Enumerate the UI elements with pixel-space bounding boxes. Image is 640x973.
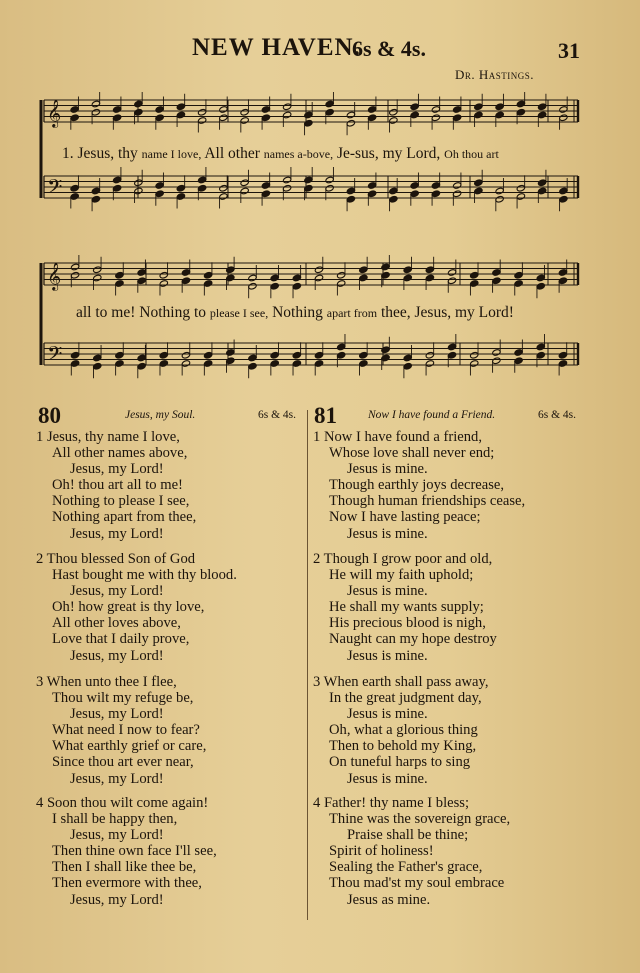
verse-line: All other names above,: [52, 445, 188, 462]
note-head: [410, 182, 419, 190]
verse-line: 2 Though I grow poor and old,: [313, 551, 493, 567]
note-head: [470, 280, 479, 288]
note-head: [537, 187, 546, 195]
note-head: [248, 282, 257, 290]
note-head: [474, 111, 483, 119]
lyrics-line-2: [76, 304, 514, 322]
hymn-81-stanza-1: [313, 429, 525, 542]
note-head: [359, 274, 368, 282]
hymn-meter-80: 6s & 4s.: [258, 409, 297, 421]
note-head: [314, 266, 323, 274]
note-head: [292, 351, 301, 359]
verse-line: Praise shall be thine;: [347, 827, 469, 844]
staff: [44, 262, 578, 291]
lyric-fragment: 1. Jesus, thy: [62, 145, 138, 162]
note-head: [248, 354, 257, 362]
note-head: [559, 106, 568, 114]
lyric-fragment: Nothing: [272, 304, 323, 321]
note-head: [403, 362, 412, 370]
note-head: [425, 274, 434, 282]
note-head: [367, 182, 376, 190]
note-head: [516, 193, 525, 201]
verse-line: Oh! how great is thy love,: [52, 599, 205, 616]
note-head: [304, 184, 313, 192]
note-group: [70, 167, 568, 211]
note-head: [410, 111, 419, 119]
note-head: [470, 351, 479, 359]
verse-line: 3 When earth shall pass away,: [313, 674, 489, 690]
note-head: [91, 187, 100, 195]
note-head: [134, 108, 143, 116]
verse-line: Jesus as mine.: [347, 891, 431, 908]
hymn-81-stanza-4: [313, 795, 510, 908]
note-head: [337, 351, 346, 359]
note-head: [176, 184, 185, 192]
composer-credit: Dr. Hastings.: [455, 67, 535, 82]
note-head: [159, 271, 168, 279]
note-head: [226, 266, 235, 274]
note-head: [304, 119, 313, 127]
note-head: [325, 108, 334, 116]
verse-line: Jesus, my Lord!: [70, 461, 164, 478]
note-head: [367, 114, 376, 122]
note-head: [314, 274, 323, 282]
note-head: [537, 111, 546, 119]
note-head: [447, 269, 456, 277]
verse-line: Then to behold my King,: [329, 738, 477, 755]
note-head: [514, 357, 523, 365]
verse-line: I shall be happy then,: [52, 811, 178, 828]
verse-line: Love that I daily prove,: [52, 631, 190, 648]
note-head: [514, 280, 523, 288]
note-head: [495, 195, 504, 203]
treble-clef-icon: 𝄞: [47, 99, 62, 127]
lyric-fragment: all to me! Nothing to: [76, 304, 207, 321]
note-head: [219, 106, 228, 114]
note-head: [261, 106, 270, 114]
note-head: [203, 360, 212, 368]
note-head: [112, 114, 121, 122]
note-head: [381, 271, 390, 279]
note-head: [70, 351, 79, 359]
hymn-80-stanza-4: [36, 795, 217, 908]
note-head: [447, 351, 456, 359]
note-head: [452, 190, 461, 198]
verse-line: Jesus is mine.: [347, 525, 428, 542]
note-head: [70, 184, 79, 192]
note-head: [346, 187, 355, 195]
hymn-title-81: Now I have found a Friend.: [368, 409, 496, 421]
note-head: [115, 280, 124, 288]
note-head: [203, 351, 212, 359]
verse-line: Now I have lasting peace;: [329, 509, 481, 526]
note-head: [176, 193, 185, 201]
note-head: [70, 114, 79, 122]
note-head: [137, 354, 146, 362]
note-head: [410, 190, 419, 198]
note-head: [492, 277, 501, 285]
note-head: [452, 114, 461, 122]
note-head: [226, 349, 235, 357]
note-head: [425, 360, 434, 368]
note-head: [314, 360, 323, 368]
verse-line: Sealing the Father's grace,: [329, 859, 483, 876]
verse-line: Spirit of holiness!: [329, 843, 434, 860]
note-head: [536, 274, 545, 282]
verse-line: Jesus, my Lord!: [70, 647, 164, 664]
note-head: [431, 114, 440, 122]
note-head: [452, 106, 461, 114]
verse-line: Thou wilt my refuge be,: [52, 690, 194, 707]
note-head: [155, 106, 164, 114]
note-head: [270, 351, 279, 359]
note-head: [381, 354, 390, 362]
note-head: [359, 351, 368, 359]
note-head: [155, 114, 164, 122]
note-head: [292, 360, 301, 368]
note-head: [346, 195, 355, 203]
verse-line: All other loves above,: [52, 615, 181, 632]
note-head: [112, 106, 121, 114]
note-head: [282, 111, 291, 119]
note-head: [381, 346, 390, 354]
note-head: [337, 280, 346, 288]
verse-line: Then evermore with thee,: [52, 875, 202, 892]
note-head: [431, 190, 440, 198]
lyric-fragment: please I see,: [209, 306, 269, 320]
note-head: [176, 111, 185, 119]
note-head: [197, 117, 206, 125]
note-head: [91, 100, 100, 108]
note-head: [558, 351, 567, 359]
verse-line: Whose love shall never end;: [329, 445, 495, 462]
verse-line: Then I shall like thee be,: [52, 859, 197, 876]
note-head: [337, 343, 346, 351]
note-head: [197, 184, 206, 192]
note-head: [474, 187, 483, 195]
note-head: [431, 106, 440, 114]
lyric-fragment: Je-sus, my Lord,: [336, 145, 441, 162]
hymn-80-stanza-2: [36, 551, 237, 664]
note-head: [292, 282, 301, 290]
note-head: [93, 362, 102, 370]
verse-line: 2 Thou blessed Son of God: [36, 551, 196, 567]
note-head: [240, 117, 249, 125]
column-divider: [307, 410, 308, 920]
hymn-number-80: 80: [38, 403, 61, 428]
note-head: [492, 357, 501, 365]
lyric-fragment: apart from: [326, 306, 378, 320]
note-head: [325, 176, 334, 184]
note-head: [359, 266, 368, 274]
note-head: [261, 182, 270, 190]
note-head: [155, 182, 164, 190]
note-head: [137, 269, 146, 277]
note-group: [70, 334, 567, 378]
note-head: [261, 114, 270, 122]
note-head: [270, 282, 279, 290]
note-head: [452, 182, 461, 190]
note-head: [93, 266, 102, 274]
note-group: [70, 255, 567, 298]
verse-line: 1 Jesus, thy name I love,: [36, 429, 180, 445]
note-head: [219, 193, 228, 201]
note-head: [304, 176, 313, 184]
verse-line: Nothing to please I see,: [52, 493, 190, 510]
note-head: [197, 108, 206, 116]
verse-line: He shall my wants supply;: [329, 599, 484, 616]
note-head: [219, 184, 228, 192]
note-head: [270, 274, 279, 282]
note-group: [70, 92, 568, 135]
hymn-80-stanza-3: [36, 674, 206, 787]
note-head: [115, 360, 124, 368]
note-head: [492, 269, 501, 277]
page-number: 31: [558, 38, 580, 63]
note-head: [495, 103, 504, 111]
note-head: [559, 187, 568, 195]
tune-title: NEW HAVEN.: [192, 34, 361, 61]
hymn-meter-81: 6s & 4s.: [538, 409, 577, 421]
note-head: [495, 111, 504, 119]
note-head: [359, 360, 368, 368]
lyrics-line-1: [62, 145, 499, 163]
note-head: [516, 108, 525, 116]
verse-line: 4 Father! thy name I bless;: [313, 795, 470, 811]
verse-line: Jesus, my Lord!: [70, 770, 164, 787]
note-head: [474, 179, 483, 187]
note-head: [536, 343, 545, 351]
note-head: [337, 271, 346, 279]
hymn-number-81: 81: [314, 403, 337, 428]
verse-line: Jesus is mine.: [347, 647, 428, 664]
note-head: [292, 274, 301, 282]
note-head: [403, 354, 412, 362]
note-head: [314, 351, 323, 359]
note-head: [536, 282, 545, 290]
note-head: [134, 100, 143, 108]
treble-clef-icon: 𝄞: [47, 262, 62, 290]
verse-line: In the great judgment day,: [329, 690, 482, 707]
note-head: [282, 184, 291, 192]
note-head: [115, 351, 124, 359]
hymn-81-stanza-3: [313, 674, 488, 787]
note-head: [282, 176, 291, 184]
lyric-fragment: thee, Jesus, my Lord!: [380, 304, 514, 321]
note-head: [70, 106, 79, 114]
note-head: [181, 360, 190, 368]
note-head: [474, 103, 483, 111]
note-head: [261, 190, 270, 198]
note-head: [389, 117, 398, 125]
note-head: [270, 360, 279, 368]
note-head: [558, 277, 567, 285]
note-head: [559, 195, 568, 203]
verse-line: Jesus is mine.: [347, 706, 428, 723]
verse-line: He will my faith uphold;: [329, 567, 474, 584]
hymn-title-80: Jesus, my Soul.: [125, 409, 196, 421]
verse-line: 4 Soon thou wilt come again!: [36, 795, 209, 811]
note-head: [226, 357, 235, 365]
note-head: [70, 193, 79, 201]
note-head: [197, 176, 206, 184]
note-head: [492, 349, 501, 357]
note-head: [248, 274, 257, 282]
note-head: [514, 349, 523, 357]
verse-line: Naught can my hope destroy: [329, 631, 497, 648]
note-head: [159, 280, 168, 288]
verse-line: Jesus, my Lord!: [70, 525, 164, 542]
note-head: [159, 360, 168, 368]
note-head: [137, 362, 146, 370]
note-head: [93, 354, 102, 362]
note-head: [559, 114, 568, 122]
note-head: [516, 100, 525, 108]
note-head: [558, 360, 567, 368]
note-head: [137, 277, 146, 285]
note-head: [403, 266, 412, 274]
bass-clef-icon: 𝄢: [47, 342, 63, 370]
verse-line: Thine was the sovereign grace,: [329, 811, 511, 828]
note-head: [558, 269, 567, 277]
note-head: [240, 108, 249, 116]
verse-line: Jesus, my Lord!: [70, 706, 164, 723]
note-head: [537, 179, 546, 187]
verse-line: Jesus is mine.: [347, 583, 428, 600]
note-head: [516, 184, 525, 192]
note-head: [240, 187, 249, 195]
verse-line: Oh, what a glorious thing: [329, 722, 478, 739]
hymn-81-stanza-2: [313, 551, 497, 664]
verse-line: On tuneful harps to sing: [329, 754, 471, 771]
lyric-fragment: Oh thou art: [444, 147, 499, 161]
note-head: [112, 184, 121, 192]
verse-line: What need I now to fear?: [52, 722, 200, 739]
note-head: [91, 108, 100, 116]
bass-clef-icon: 𝄢: [47, 175, 63, 203]
verse-line: Oh! thou art all to me!: [52, 477, 183, 494]
note-head: [176, 103, 185, 111]
verse-line: Since thou art ever near,: [52, 754, 194, 771]
verse-line: Jesus, my Lord!: [70, 891, 164, 908]
lyric-fragment: All other: [204, 145, 260, 162]
note-head: [181, 351, 190, 359]
note-head: [181, 269, 190, 277]
lyric-fragment: names a-bove,: [263, 147, 334, 161]
note-head: [240, 179, 249, 187]
verse-line: Jesus is mine.: [347, 461, 428, 478]
verse-line: Though earthly joys decrease,: [329, 477, 505, 494]
note-head: [70, 263, 79, 271]
note-head: [70, 271, 79, 279]
note-head: [91, 195, 100, 203]
note-head: [115, 271, 124, 279]
note-head: [226, 274, 235, 282]
note-head: [403, 274, 412, 282]
note-head: [325, 184, 334, 192]
note-head: [325, 100, 334, 108]
verse-line: Jesus, my Lord!: [70, 827, 164, 844]
verse-line: Jesus is mine.: [347, 770, 428, 787]
note-head: [70, 360, 79, 368]
note-head: [431, 182, 440, 190]
staff: [44, 342, 578, 370]
note-head: [410, 103, 419, 111]
note-head: [536, 351, 545, 359]
note-head: [495, 187, 504, 195]
lyric-fragment: name I love,: [141, 147, 202, 161]
note-head: [514, 271, 523, 279]
note-head: [93, 274, 102, 282]
note-head: [470, 360, 479, 368]
note-head: [381, 263, 390, 271]
note-head: [155, 190, 164, 198]
note-head: [219, 114, 228, 122]
note-head: [282, 103, 291, 111]
verse-line: Then thine own face I'll see,: [52, 843, 217, 860]
note-head: [389, 195, 398, 203]
note-head: [181, 277, 190, 285]
note-head: [447, 343, 456, 351]
note-head: [389, 108, 398, 116]
tune-meter: 6s & 4s.: [352, 36, 426, 61]
note-head: [304, 111, 313, 119]
note-head: [159, 351, 168, 359]
verse-line: Thou mad'st my soul embrace: [329, 875, 505, 892]
note-head: [346, 119, 355, 127]
note-head: [425, 266, 434, 274]
note-head: [537, 103, 546, 111]
note-head: [203, 271, 212, 279]
verse-line: Though human friendships cease,: [329, 493, 526, 510]
note-head: [367, 190, 376, 198]
note-head: [425, 351, 434, 359]
verse-line: 1 Now I have found a friend,: [313, 429, 482, 445]
verse-line: His precious blood is nigh,: [329, 615, 486, 632]
note-head: [389, 187, 398, 195]
verse-line: Hast bought me with thy blood.: [52, 567, 237, 584]
note-head: [367, 106, 376, 114]
verse-line: Nothing apart from thee,: [52, 509, 197, 526]
note-head: [248, 362, 257, 370]
note-head: [112, 176, 121, 184]
note-head: [447, 277, 456, 285]
verse-line: What earthly grief or care,: [52, 738, 207, 755]
note-head: [203, 280, 212, 288]
note-head: [346, 111, 355, 119]
verse-line: Jesus, my Lord!: [70, 583, 164, 600]
note-head: [470, 271, 479, 279]
hymn-80-stanza-1: [36, 429, 196, 542]
verse-line: 3 When unto thee I flee,: [36, 674, 177, 690]
